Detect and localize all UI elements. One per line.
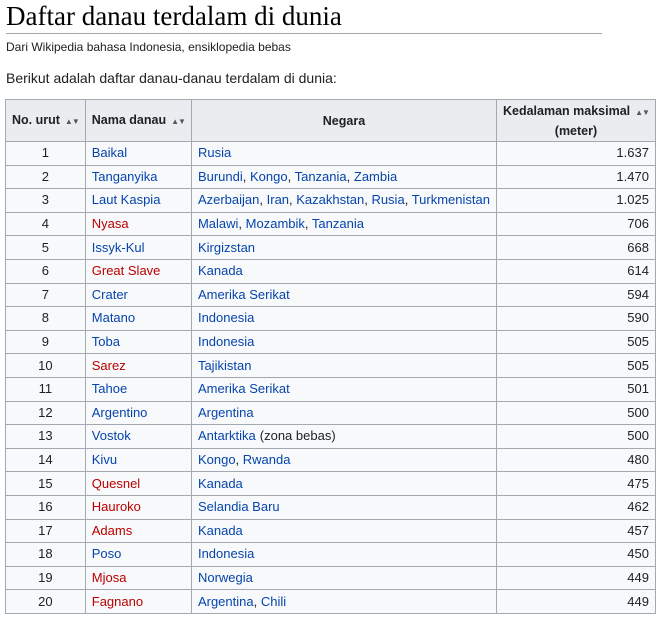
country-link[interactable]: Kazakhstan [296, 192, 365, 208]
separator: , [404, 192, 412, 208]
cell-depth: 475 [496, 472, 655, 496]
cell-countries [191, 212, 496, 236]
cell-rank: 17 [6, 519, 86, 543]
table-row [6, 377, 656, 401]
cell-rank: 16 [6, 495, 86, 519]
lake-link[interactable]: Great Slave [91, 263, 161, 279]
cell-rank: 2 [6, 165, 86, 189]
cell-rank: 14 [6, 448, 86, 472]
country-link[interactable]: Burundi [197, 168, 243, 184]
table-row [6, 519, 656, 543]
column-header-label: Kedalaman maksimal [502, 103, 631, 118]
lake-link[interactable]: Fagnano [91, 593, 144, 609]
cell-countries [191, 425, 496, 449]
cell-lake-name [85, 212, 191, 236]
cell-lake-name [85, 377, 191, 401]
cell-depth: 450 [496, 543, 655, 567]
cell-rank: 15 [6, 472, 86, 496]
table-row [6, 425, 656, 449]
country-link[interactable]: Kongo [250, 168, 288, 184]
cell-depth: 1.637 [496, 142, 655, 166]
table-header-row [6, 100, 656, 142]
cell-lake-name [85, 566, 191, 590]
lake-link[interactable]: Mjosa [91, 569, 127, 585]
country-link[interactable]: Argentina [197, 404, 254, 420]
cell-rank: 11 [6, 377, 86, 401]
cell-rank: 18 [6, 543, 86, 567]
country-link[interactable]: Rusia [197, 145, 232, 161]
lake-link[interactable]: Laut Kaspia [91, 192, 161, 208]
lake-link[interactable]: Argentino [91, 404, 148, 420]
cell-lake-name [85, 472, 191, 496]
separator: , [346, 168, 354, 184]
country-link[interactable]: Antarktika [197, 428, 256, 444]
cell-depth: 1.025 [496, 189, 655, 213]
table-row [6, 472, 656, 496]
cell-rank: 4 [6, 212, 86, 236]
table-row [6, 283, 656, 307]
country-link[interactable]: Kanada [197, 522, 243, 538]
separator: , [238, 216, 246, 232]
country-link[interactable]: Kongo [197, 452, 236, 468]
lake-link[interactable]: Vostok [91, 428, 131, 444]
cell-rank: 7 [6, 283, 86, 307]
cell-rank: 20 [6, 590, 86, 614]
table-row [6, 566, 656, 590]
cell-rank: 1 [6, 142, 86, 166]
cell-depth: 614 [496, 259, 655, 283]
separator: , [287, 168, 295, 184]
page-title: Daftar danau terdalam di dunia [6, 1, 342, 31]
country-link[interactable]: Indonesia [197, 310, 255, 326]
cell-countries [191, 330, 496, 354]
country-link[interactable]: Chili [260, 593, 287, 609]
cell-countries [191, 448, 496, 472]
cell-countries [191, 259, 496, 283]
column-header-depth[interactable] [496, 100, 655, 142]
country-link[interactable]: Tanzania [294, 168, 347, 184]
cell-rank: 5 [6, 236, 86, 260]
lake-link[interactable]: Poso [91, 546, 122, 562]
title-divider [6, 33, 602, 34]
cell-depth: 500 [496, 401, 655, 425]
cell-rank: 12 [6, 401, 86, 425]
country-link[interactable]: Azerbaijan [197, 192, 260, 208]
separator: , [242, 168, 250, 184]
cell-lake-name [85, 519, 191, 543]
column-header-unit: (meter) [554, 123, 598, 138]
lake-link[interactable]: Baikal [91, 145, 128, 161]
country-link[interactable]: Selandia Baru [197, 499, 280, 515]
country-link[interactable]: Malawi [197, 216, 239, 232]
cell-countries [191, 283, 496, 307]
country-link[interactable]: Kirgizstan [197, 239, 256, 255]
cell-depth: 590 [496, 307, 655, 331]
cell-lake-name [85, 330, 191, 354]
cell-lake-name [85, 189, 191, 213]
cell-rank: 8 [6, 307, 86, 331]
separator: , [253, 593, 261, 609]
cell-countries [191, 519, 496, 543]
cell-countries [191, 543, 496, 567]
cell-rank: 19 [6, 566, 86, 590]
cell-countries [191, 165, 496, 189]
lake-link[interactable]: Sarez [91, 357, 126, 373]
lake-link[interactable]: Nyasa [91, 216, 129, 232]
cell-lake-name [85, 236, 191, 260]
cell-depth: 505 [496, 330, 655, 354]
country-link[interactable]: Amerika Serikat [197, 381, 290, 397]
country-link[interactable]: Rwanda [242, 452, 291, 468]
table-row [6, 401, 656, 425]
country-link[interactable]: Tajikistan [197, 357, 252, 373]
country-link[interactable]: Zambia [353, 168, 398, 184]
country-link[interactable]: Norwegia [197, 569, 253, 585]
cell-lake-name [85, 259, 191, 283]
country-link[interactable]: Kanada [197, 475, 243, 491]
lake-link[interactable]: Matano [91, 310, 136, 326]
lake-link[interactable]: Hauroko [91, 499, 141, 515]
cell-rank: 13 [6, 425, 86, 449]
table-row [6, 307, 656, 331]
cell-countries [191, 236, 496, 260]
lake-link[interactable]: Toba [91, 334, 120, 350]
cell-lake-name [85, 495, 191, 519]
cell-lake-name [85, 543, 191, 567]
cell-lake-name [85, 142, 191, 166]
cell-rank: 3 [6, 189, 86, 213]
cell-lake-name [85, 448, 191, 472]
cell-countries [191, 307, 496, 331]
cell-countries [191, 377, 496, 401]
country-link[interactable]: Amerika Serikat [197, 286, 290, 302]
table-body [6, 142, 656, 614]
separator: , [259, 192, 267, 208]
table-row [6, 189, 656, 213]
lake-link[interactable]: Quesnel [91, 475, 141, 491]
country-note: (zona bebas) [259, 428, 336, 444]
table-row [6, 165, 656, 189]
table-row [6, 236, 656, 260]
cell-depth: 500 [496, 425, 655, 449]
cell-countries [191, 189, 496, 213]
column-header-label: No. urut [12, 112, 60, 127]
separator: , [289, 192, 297, 208]
lake-link[interactable]: Crater [91, 286, 128, 302]
cell-rank: 9 [6, 330, 86, 354]
table-row [6, 495, 656, 519]
cell-countries [191, 590, 496, 614]
cell-depth: 462 [496, 495, 655, 519]
cell-rank: 6 [6, 259, 86, 283]
cell-lake-name [85, 401, 191, 425]
cell-lake-name [85, 165, 191, 189]
table-row [6, 259, 656, 283]
separator: , [235, 452, 243, 468]
lakes-table [5, 99, 656, 614]
cell-lake-name [85, 307, 191, 331]
table-row [6, 212, 656, 236]
country-link[interactable]: Rusia [371, 192, 405, 208]
cell-depth: 505 [496, 354, 655, 378]
cell-countries [191, 401, 496, 425]
country-link[interactable]: Kanada [197, 263, 243, 279]
cell-lake-name [85, 590, 191, 614]
cell-depth: 449 [496, 590, 655, 614]
column-header-label: Nama danau [91, 112, 167, 127]
cell-depth: 457 [496, 519, 655, 543]
country-link[interactable]: Tanzania [311, 216, 364, 232]
cell-depth: 594 [496, 283, 655, 307]
sort-arrows-icon[interactable]: ▲▼ [171, 116, 185, 126]
table-row [6, 142, 656, 166]
cell-depth: 449 [496, 566, 655, 590]
cell-countries [191, 495, 496, 519]
table-row [6, 590, 656, 614]
country-link[interactable]: Turkmenistan [411, 192, 490, 208]
separator: , [364, 192, 372, 208]
separator: , [304, 216, 312, 232]
country-link[interactable]: Indonesia [197, 334, 255, 350]
lake-link[interactable]: Issyk-Kul [91, 239, 145, 255]
intro-text: Berikut adalah daftar danau-danau terdalam di dunia: [6, 70, 337, 86]
cell-depth: 706 [496, 212, 655, 236]
cell-countries [191, 354, 496, 378]
cell-lake-name [85, 283, 191, 307]
lake-link[interactable]: Kivu [91, 452, 118, 468]
lake-link[interactable]: Tahoe [91, 381, 128, 397]
lake-link[interactable]: Adams [91, 522, 133, 538]
page-subtitle: Dari Wikipedia bahasa Indonesia, ensiklopedia bebas [6, 40, 291, 54]
country-link[interactable]: Iran [266, 192, 290, 208]
sort-arrows-icon[interactable]: ▲▼ [64, 116, 79, 126]
cell-depth: 1.470 [496, 165, 655, 189]
cell-depth: 480 [496, 448, 655, 472]
cell-rank: 10 [6, 354, 86, 378]
column-header-name[interactable] [85, 100, 191, 142]
cell-countries [191, 472, 496, 496]
cell-depth: 668 [496, 236, 655, 260]
sort-arrows-icon[interactable]: ▲▼ [635, 107, 649, 117]
lake-link[interactable]: Tanganyika [91, 168, 158, 184]
country-link[interactable]: Argentina [197, 593, 254, 609]
cell-countries [191, 142, 496, 166]
table-row [6, 330, 656, 354]
country-link[interactable]: Indonesia [197, 546, 255, 562]
cell-depth: 501 [496, 377, 655, 401]
table-row [6, 354, 656, 378]
cell-countries [191, 566, 496, 590]
cell-lake-name [85, 354, 191, 378]
table-row [6, 543, 656, 567]
column-header-label: Negara [322, 113, 366, 128]
table-row [6, 448, 656, 472]
column-header-no[interactable] [6, 100, 86, 142]
column-header-country[interactable] [191, 100, 496, 142]
country-link[interactable]: Mozambik [245, 216, 305, 232]
cell-lake-name [85, 425, 191, 449]
